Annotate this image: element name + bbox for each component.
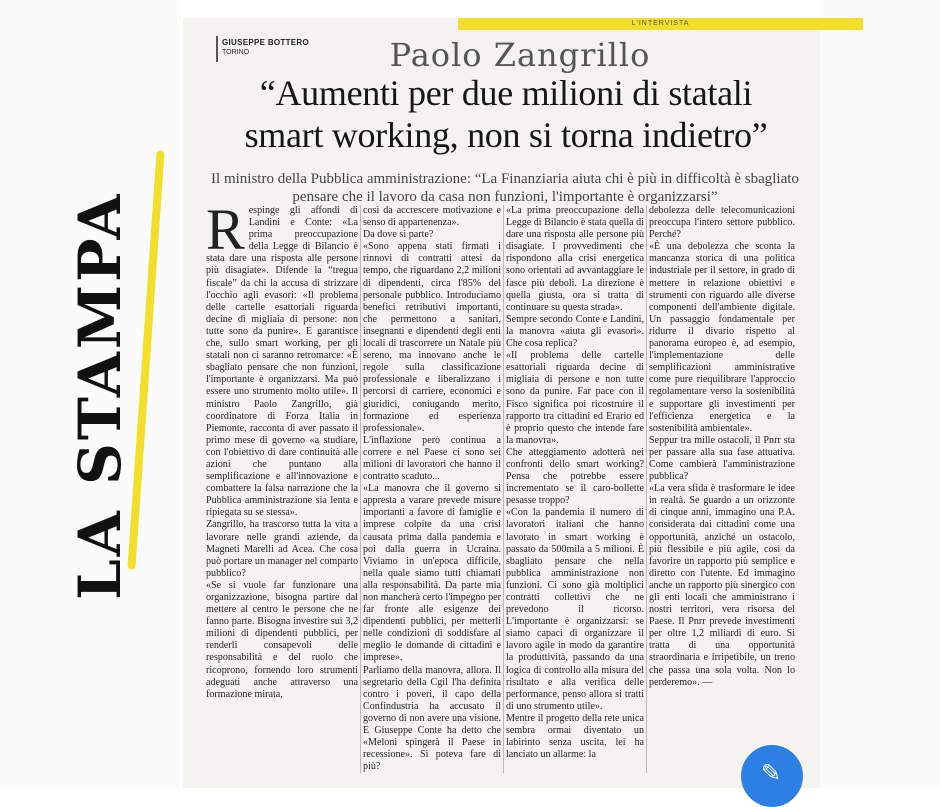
article-column-1 [206, 205, 358, 773]
column-divider [360, 205, 361, 773]
byline-divider [216, 36, 218, 62]
byline-author: GIUSEPPE BOTTERO [222, 38, 310, 47]
pencil-icon: ✎ [761, 759, 782, 787]
article-column-4: debolezza delle telecomunicazioni preoccupa l'intero settore pubblico. Perché? «È una debolezza che sconta la mancanza storica di una politica industriale per il settore, in grado di mettere in relazione obiettivi e strumenti con riguardo alle diverse componenti dell'ambiente digitale. Un passaggio fondamentale per ridurre il divario rispetto al panorama europeo è, ad esempio, l'implementazione delle semplificazioni amministrative come pure riequilibrare l'approccio regolamentare verso la sostenibilità e supportare gli investimenti per l'efficienza energetica e la sostenibilità ambientale». Seppur tra mille ostacoli, il Pnrr sta per passare alla sua fase attuativa. Come cambierà l'amministrazione pubblica? «La vera sfida è trasformare le idee in realtà. Se guardo a un orizzonte di cinque anni, immagino una P.A. considerata dai cittadini come una opportunità, anziché un ostacolo, più flessibile e più agile, così da favorire un rapporto più semplice e diretto con l'utente. Ed immagino anche un rapporto più sinergico con gli enti locali che amministrano i nostri territori, vera risorsa del Paese. Il Pnrr prevede investimenti per oltre 1,2 miliardi di euro. Si tratta di una opportunità straordinaria e irripetibile, un treno che passa una sola volta. Non lo perderemo». — [649, 205, 795, 688]
byline [222, 38, 309, 58]
article-column-2: così da accrescere motivazione e senso di appartenenza». Da dove si parte? «Sono appena stati firmati i rinnovi di contratti attesi da tempo, che riguardano 2,2 milioni di dipendenti, circa l'85% del personale pubblico. Introduciamo benefici retributivi importanti, che permettono a sanitari, insegnanti e dipendenti degli enti locali di trascorrere un Natale più sereno, ma innovano anche le regole sulla classificazione professionale e liberalizzano i percorsi di carriere, economici e giuridici, coniugando merito, formazione ed esperienza professionale». L'inflazione però continua a correre e nel Paese ci sono sei milioni di lavoratori che hanno il contratto scaduto... «La manovra che il governo si appresta a varare prevede misure importanti a favore di famiglie e imprese colpite da una crisi causata prima dalla pandemia e poi dalla guerra in Ucraina. Viviamo in un'epoca difficile, nella quale siamo tutti chiamati alla responsabilità. Da parte mia non mancherà certo l'impegno per far fronte alle esigenze dei dipendenti pubblici, per metterli nelle condizioni di soddisfare al meglio le domande di cittadini e imprese». Parliamo della manovra, allora. Il segretario della Cgil l'ha definita contro i poveri, il capo della Confindustria ha accusato il governo di non avere una visione. E Giuseppe Conte ha detto che «Meloni spingerà il Paese in recessione». Si poteva fare di più? [363, 205, 501, 773]
subheadline: Il ministro della Pubblica amministrazione: “La Finanziaria aiuta chi è più in difficoltà è sbagliato pensare che il lavoro da casa non funzioni, l'importante è organizzarsi” [211, 171, 799, 205]
byline-city: TORINO [222, 49, 250, 56]
column-divider [503, 205, 504, 773]
edit-fab-button[interactable] [741, 745, 803, 807]
interviewee-name: Paolo Zangrillo [389, 36, 651, 74]
article-column-3: «La prima preoccupazione della Legge di Bilancio è stata quella di dare una risposta alle persone più disagiate. I provvedimenti che rispondono alla crisi energetica sono orientati ad avvantaggiare le fasce più deboli. La direzione è quella giusta, ora si tratta di continuare su questa strada». Sempre secondo Conte e Landini, la manovra «aiuta gli evasori». Che cosa replica? «Il problema delle cartelle esattoriali riguarda decine di migliaia di persone e non tutte sono da punire. Far pace con il Fisco significa poi ricostruire il rapporto tra cittadini ed Erario ed è proprio questo che intende fare la manovra». Che atteggiamento adotterà nei confronti dello smart working? Pensa che potrebbe essere incrementato se il caro-bollette pesasse troppo? «Con la pandemia il numero di lavoratori italiani che hanno lavorato in smart working è passato da 500mila a 5 milioni. È sbagliato pensare che nella pubblica amministrazione non funzioni. Ci sono già moltiplici contratti collettivi che ne prevedono il ricorso. L'importante è organizzarsi: se siamo capaci di organizzare il lavoro agile in modo da garantire la produttività, passando da una logica di controllo alla misura del risultato e alla verifica delle performance, penso allora si tratti di uno strumento utile». Mentre il progetto della rete unica sembra ormai diventato un labirinto senza uscita, lei ha lanciato un allarme: la [506, 205, 644, 761]
headline-line-1: “Aumenti per due milioni di statali [259, 73, 753, 113]
right-margin [820, 0, 940, 788]
left-margin [0, 0, 180, 788]
column-divider [646, 205, 647, 773]
newspaper-masthead: LA STAMPA [66, 191, 134, 600]
drop-cap: R [206, 205, 245, 262]
headline-line-2: smart working, non si torna indietro” [244, 115, 768, 155]
section-kicker: L'INTERVISTA [458, 18, 863, 30]
column-1-text: espinge gli affondi di Landini e Conte: «La prima preoccupazione della Legge di Bilancio è stata dare una risposta alle persone più disagiate». Difende la “tregua fiscale” da chi la accusa di strizzare l'occhio agli evasori: «Il problema delle cartelle esattoriali riguarda decine di migliaia di persone: non tutte sono da punire». E garantisce che, sullo smart working, per gli statali non ci saranno retromarce: «È sbagliato pensare che non funzioni, l'importante è organizzarsi. Ma può essere uno strumento molto utile». Il ministro Paolo Zangrillo, già coordinatore di Forza Italia in Piemonte, racconta di aver passato il primo mese di governo «a studiare, con l'obiettivo di dare continuità alle azioni che puntano alla semplificazione e all'innovazione e combattere la falsa narrazione che la Pubblica amministrazione sia lenta e ripiegata su se stessa». Zangrillo, ha trascorso tutta la vita a lavorare nelle grandi aziende, da Magneti Marelli ad Acea. Che cosa può portare un manager nel comparto pubblico? «Se si vuole far funzionare una organizzazione, bisogna partire dal mettere al centro le persone che ne fanno parte. Bisogna investire sui 3,2 milioni di dipendenti pubblici, per renderli consapevoli delle responsabilità e del ruolo che ricoprono, fornendo loro strumenti adeguati anche attraverso una formazione mirata, [206, 205, 358, 700]
headline [206, 72, 806, 156]
